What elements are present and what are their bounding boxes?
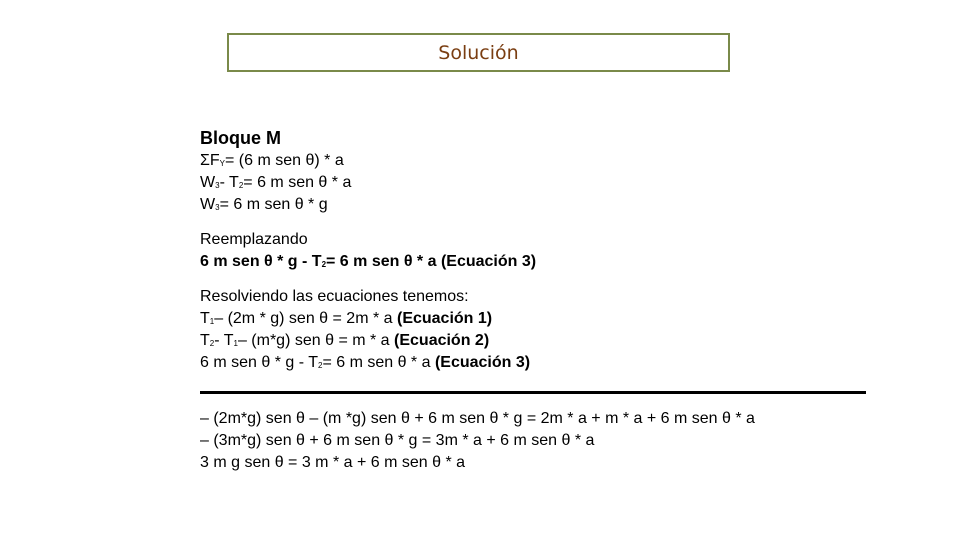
text: – (2m * g) sen θ = 2m * a (214, 310, 397, 327)
text: – (m*g) sen θ = m * a (237, 332, 395, 349)
title-box (227, 33, 730, 72)
equation-1 (200, 308, 900, 330)
weight-line (200, 194, 900, 216)
subscript: 2 (209, 339, 215, 348)
subscript: 2 (317, 361, 323, 370)
text: - T (219, 174, 239, 191)
equation-tag: (Ecuación 2) (394, 332, 490, 349)
text: = 6 m sen θ * g (219, 196, 328, 213)
weight-tension-line (200, 172, 900, 194)
subscript: Y (219, 159, 226, 168)
equation-tag: (Ecuación 1) (396, 310, 493, 327)
subscript: 2 (238, 181, 244, 190)
text: ΣF (200, 152, 220, 169)
subscript: 1 (209, 317, 215, 326)
equation-tag: (Ecuación 3) (434, 354, 531, 371)
text: T (200, 332, 210, 349)
text: = 6 m sen θ * a (Ecuación 3) (326, 253, 537, 270)
subscript: 2 (321, 260, 327, 269)
result-line-2: – (3m*g) sen θ + 6 m sen θ * g = 3m * a + 6 m sen θ * a (200, 432, 595, 449)
text: W (200, 196, 216, 213)
subscript: 3 (215, 203, 220, 212)
sum-divider-line (200, 391, 866, 394)
reemplazando-equation (200, 251, 900, 273)
text: W (200, 174, 216, 191)
equation-3 (200, 352, 900, 374)
equation-2 (200, 330, 900, 352)
subscript: 3 (215, 181, 220, 190)
text: - T (214, 332, 234, 349)
result-block (200, 408, 920, 474)
text: = 6 m sen θ * a (243, 174, 352, 191)
result-line-3: 3 m g sen θ = 3 m * a + 6 m sen θ * a (200, 454, 466, 471)
resolviendo-label: Resolviendo las ecuaciones tenemos: (200, 288, 469, 305)
equations-block (200, 126, 900, 374)
slide-title: Solución (438, 41, 519, 64)
text: = (6 m sen θ) * a (225, 152, 344, 169)
subscript: 1 (233, 339, 238, 348)
result-line-1: – (2m*g) sen θ – (m *g) sen θ + 6 m sen θ * g = 2m * a + m * a + 6 m sen θ * a (200, 410, 755, 427)
text: 6 m sen θ * g - T (200, 354, 318, 371)
text: 6 m sen θ * g - T (200, 253, 322, 270)
bloque-heading: Bloque M (200, 128, 281, 148)
sum-forces-line (200, 150, 900, 172)
reemplazando-label: Reemplazando (200, 231, 308, 248)
text: = 6 m sen θ * a (322, 354, 435, 371)
text: T (200, 310, 210, 327)
